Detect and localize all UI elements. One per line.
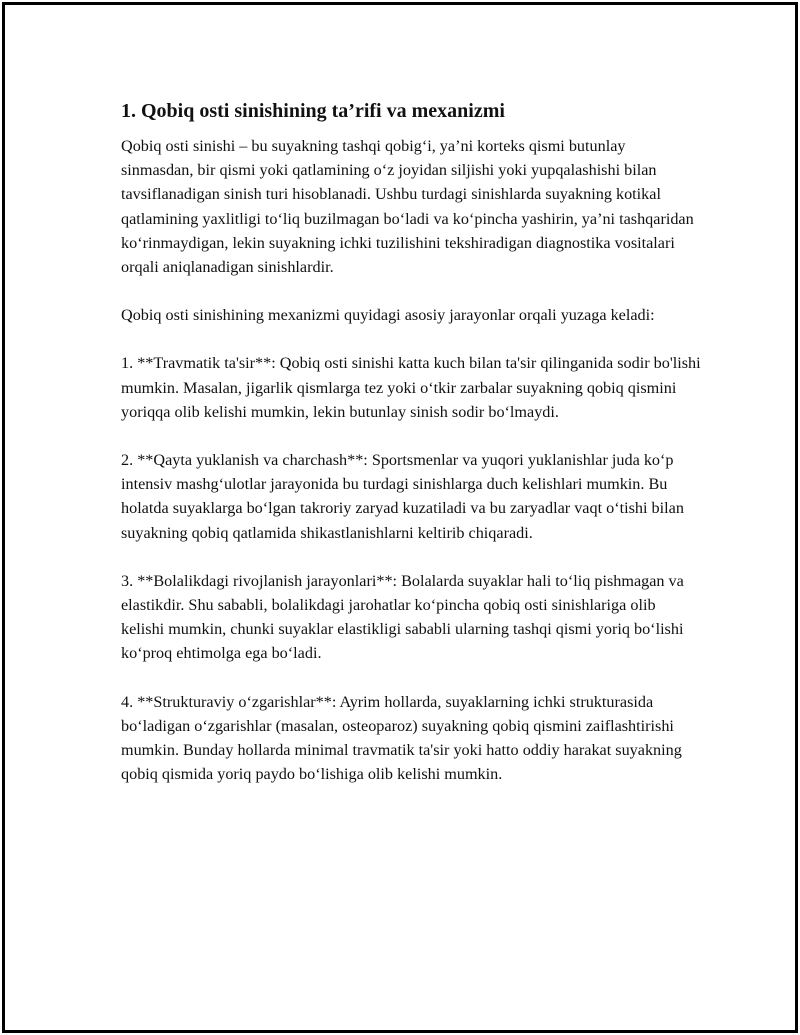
document-page: [2, 2, 798, 1033]
definition-paragraph: Qobiq osti sinishi – bu suyakning tashqi qobig‘i, ya’ni korteks qismi butunlay sinmasdan, bir qismi yoki qatlamining o‘z joyidan siljishi yoki yupqalashishi bilan tavsiflanadigan sinish turi hisoblanadi. Ushbu turdagi sinishlarda suyakning kotikal qatlamining yaxlitligi to‘liq buzilmagan bo‘ladi va ko‘pincha yashirin, ya’ni tashqaridan ko‘rinmaydigan, lekin suyakning ichki tuzilishini tekshiradigan diagnostika vositalari orqali aniqlanadigan sinishlardir.: [121, 137, 694, 277]
list-item-childhood: 3. **Bolalikdagi rivojlanish jarayonlari**: Bolalarda suyaklar hali to‘liq pishmagan va elastikdir. Shu sababli, bolalikdagi jarohatlar ko‘pincha qobiq osti sinishlariga olib kelishi mumkin, chunki suyaklar elastikligi sababli ularning tashqi qismi yoriq bo‘lishi ko‘proq ehtimolga ega bo‘ladi.: [121, 571, 684, 663]
list-item-structural: 4. **Strukturaviy o‘zgarishlar**: Ayrim hollarda, suyaklarning ichki strukturasida bo‘ladigan o‘zgarishlar (masalan, osteoparoz) suyakning qobiq qismini zaiflashtirishi mumkin. Bunday hollarda minimal travmatik ta'sir yoki hatto oddiy harakat suyakning qobiq qismida yoriq paydo bo‘lishiga olib kelishi mumkin.: [121, 692, 682, 784]
section-title: 1. Qobiq osti sinishining ta’rifi va mexanizmi: [121, 100, 505, 122]
list-item-traumatic: 1. **Travmatik ta'sir**: Qobiq osti sinishi katta kuch bilan ta'sir qilinganida sodir bo'lishi mumkin. Masalan, jigarlik qismlarga tez yoki o‘tkir zarbalar suyakning qobiq qismini yoriqqa olib kelishi mumkin, lekin butunlay sinish sodir bo‘lmaydi.: [121, 354, 701, 421]
list-item-overload: 2. **Qayta yuklanish va charchash**: Sportsmenlar va yuqori yuklanishlar juda ko‘p intensiv mashg‘ulotlar jarayonida bu turdagi sinishlarga duch kelishlari mumkin. Bu holatda suyaklarga bo‘lgan takroriy zaryad kuzatiladi va bu zaryadlar vaqt o‘tishi bilan suyakning qobiq qatlamida shikastlanishlarni keltirib chiqaradi.: [121, 451, 684, 542]
mechanism-intro-paragraph: Qobiq osti sinishining mexanizmi quyidagi asosiy jarayonlar orqali yuzaga keladi:: [121, 306, 655, 325]
document-body: [121, 98, 701, 810]
